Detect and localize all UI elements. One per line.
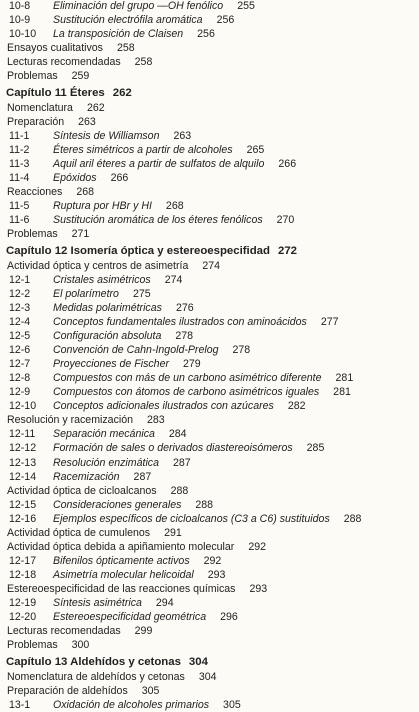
entry-line [53,0,255,13]
entry-number: 12-9 [9,386,31,399]
entry-title: Compuestos con átomos de carbono asimétricos iguales [53,386,320,399]
entry-number: 12-15 [9,498,37,511]
page-number: 259 [71,70,90,83]
entry-title: Proyecciones de Fischer [53,358,169,371]
entry-line [53,357,201,371]
entry-title: Epóxidos [53,172,97,185]
entry-number: 12-10 [9,400,37,413]
page-number: 305 [141,684,160,697]
page-number: 285 [306,442,325,455]
entry-line [53,512,361,526]
page-number: 292 [203,554,222,567]
entry-title: Conceptos fundamentales ilustrados con aminoácidos [53,316,307,328]
page-number: 287 [173,456,191,469]
page-number: 294 [155,597,174,609]
page-number: 279 [183,358,201,371]
section-title: Lecturas recomendadas [7,625,121,638]
section-title: Problemas [7,228,58,241]
page-number: 288 [343,512,362,525]
section-heading [7,41,135,55]
entry-line [53,13,234,27]
section-heading [7,670,217,684]
entry-line [53,385,351,399]
page-number: 278 [175,330,194,343]
entry-number: 12-17 [9,554,37,567]
entry-line [53,157,296,171]
chapter-title: Capítulo 11 Éteres [6,86,105,99]
page-number: 262 [86,101,105,114]
page-number: 287 [133,470,152,483]
entry-title: Sustitución electrófila aromática [53,14,203,27]
entry-title: Convención de Cahn-Ingold-Prelog [53,344,219,357]
chapter-heading [6,244,297,258]
page-number: 263 [78,115,96,128]
section-heading [7,227,89,241]
entry-title: Consideraciones generales [53,498,182,511]
page-number: 271 [71,228,90,241]
entry-line [53,568,225,582]
entry-number: 11-5 [9,200,30,213]
entry-line [53,129,191,143]
entry-title: Oxidación de alcoholes primarios [53,698,210,711]
entry-number: 12-2 [9,287,31,300]
section-title: Preparación [7,115,65,128]
page-number: 258 [134,56,153,69]
page-number: 293 [207,568,226,581]
entry-number: 12-11 [9,428,36,441]
section-title: Actividad óptica de cumulenos [7,526,151,539]
section-heading [7,115,96,129]
page-number: 266 [110,172,129,185]
page-number: 272 [277,244,297,257]
chapter-heading [6,655,208,669]
page-number: 291 [164,526,182,539]
entry-number: 10-10 [9,28,37,41]
entry-title: Formación de sales o derivados diastereoisómeros [53,442,293,455]
section-title: Problemas [7,639,58,652]
section-heading [7,69,89,83]
page-number: 276 [175,301,194,314]
entry-title: Bifenilos ópticamente activos [53,554,190,567]
section-title: Ensayos cualitativos [7,42,103,55]
entry-line [53,143,264,157]
entry-title: Ejemplos específicos de cicloalcanos (C3 a C6) sustituidos [53,512,330,525]
page-number: 263 [173,129,192,142]
entry-number: 12-14 [9,470,37,483]
chapter-title: Capítulo 12 Isomería óptica y estereoespecifidad [6,244,270,257]
entry-line [53,199,184,213]
entry-title: Conceptos adicionales ilustrados con azúcares [53,400,274,413]
section-heading [7,526,182,540]
chapter-heading [6,86,132,100]
page-number: 296 [220,611,238,624]
entry-line [53,554,221,568]
entry-line [53,343,250,357]
entry-line [53,470,151,484]
entry-line [53,27,215,41]
page-number: 274 [202,259,221,272]
page-number: 284 [168,428,187,441]
section-title: Preparación de aldehídos [7,684,128,697]
section-heading [7,413,165,427]
entry-title: Síntesis de Williamson [53,129,160,142]
entry-number: 11-1 [9,129,30,142]
entry-title: Eliminación del grupo —OH fenólico [53,0,224,12]
page-number: 300 [71,639,90,652]
entry-line [53,371,353,385]
entry-number: 12-13 [9,456,37,469]
page-number: 281 [333,386,351,399]
entry-title: Separación mecánica [53,428,155,441]
entry-number: 10-9 [9,14,31,27]
page-number: 299 [134,625,153,638]
entry-title: Resolución enzimática [53,456,159,469]
entry-title: Compuestos con más de un carbono asimétrico diferente [53,372,322,385]
entry-line [53,315,339,329]
entry-title: Aquil aril éteres a partir de sulfatos de alquilo [53,158,265,170]
entry-number: 12-20 [9,611,37,624]
entry-number: 13-1 [9,698,31,711]
page-number: 282 [287,400,306,413]
entry-title: Síntesis asimétrica [53,597,142,609]
section-title: Actividad óptica de cicloalcanos [7,484,157,497]
entry-title: Medidas polarimétricas [53,301,162,314]
entry-number: 12-16 [9,512,37,525]
page-number: 258 [116,42,135,55]
entry-number: 12-4 [9,316,31,328]
page-number: 256 [216,14,235,27]
section-heading [7,624,152,638]
page-number: 266 [278,158,297,170]
page-number: 268 [76,186,95,199]
entry-line [53,698,241,712]
section-title: Reacciones [7,186,63,199]
section-title: Lecturas recomendadas [7,56,121,69]
page-number: 288 [170,484,189,497]
entry-line [53,213,294,227]
entry-number: 11-6 [9,214,30,227]
page-number: 278 [232,344,251,357]
page-number: 305 [223,698,241,711]
section-title: Estereoespecificidad de las reacciones químicas [7,582,236,595]
section-title: Actividad óptica y centros de asimetría [7,259,189,272]
entry-line [53,287,151,301]
page-number: 270 [276,214,295,227]
entry-number: 12-18 [9,568,37,581]
page-number: 275 [132,287,151,300]
entry-number: 11-4 [9,172,30,185]
entry-line [53,273,182,287]
entry-line [53,399,306,413]
section-heading [7,484,188,498]
page-number: 304 [198,670,217,683]
entry-line [53,441,324,455]
page-number: 281 [335,372,354,385]
page-number: 262 [112,86,132,99]
page-number: 304 [188,655,208,668]
entry-title: La transposición de Claisen [53,28,184,41]
page-number: 274 [164,273,183,286]
entry-number: 12-7 [9,358,31,371]
entry-title: Asimetría molecular helicoidal [53,568,194,581]
entry-number: 10-8 [9,0,31,12]
entry-number: 11-2 [9,143,30,156]
entry-number: 11-3 [9,158,30,170]
section-heading [7,540,266,554]
entry-title: Éteres simétricos a partir de alcoholes [53,143,233,156]
section-heading [7,55,152,69]
entry-title: Racemización [53,470,120,483]
page-number: 293 [249,582,268,595]
page-number: 288 [195,498,214,511]
section-heading [7,638,89,652]
page-number: 268 [165,200,184,213]
page-number: 256 [197,28,215,41]
page-number: 265 [246,143,265,156]
entry-line [53,427,187,441]
entry-number: 12-3 [9,301,31,314]
section-heading [7,684,159,698]
entry-line [53,301,194,315]
section-title: Nomenclatura [7,101,73,114]
page-number: 255 [237,0,255,12]
entry-line [53,610,238,624]
page-number: 292 [248,540,267,553]
section-heading [7,259,220,273]
entry-line [53,456,191,470]
entry-title: Estereoespecificidad geométrica [53,611,207,624]
section-title: Actividad óptica debida a apiñamiento molecular [7,540,235,553]
entry-title: Sustitución aromática de los éteres fenólicos [53,214,263,227]
section-title: Nomenclatura de aldehídos y cetonas [7,670,185,683]
entry-line [53,171,128,185]
page-number: 277 [320,316,339,328]
section-heading [7,101,105,115]
entry-number: 12-5 [9,330,31,343]
entry-number: 12-19 [9,597,37,609]
section-heading [7,582,267,596]
entry-title: Ruptura por HBr y HI [53,200,152,213]
entry-line [53,596,174,610]
section-title: Problemas [7,70,58,83]
entry-number: 12-12 [9,442,37,455]
entry-number: 12-8 [9,372,31,385]
section-title: Resolución y racemización [7,414,134,427]
page-number: 283 [147,414,165,427]
entry-title: Cristales asimétricos [53,273,151,286]
entry-title: El polarímetro [53,287,119,300]
entry-line [53,329,193,343]
entry-title: Configuración absoluta [53,330,162,343]
entry-line [53,498,213,512]
section-heading [7,185,94,199]
chapter-title: Capítulo 13 Aldehídos y cetonas [6,655,181,668]
entry-number: 12-6 [9,344,31,357]
entry-number: 12-1 [9,273,31,286]
